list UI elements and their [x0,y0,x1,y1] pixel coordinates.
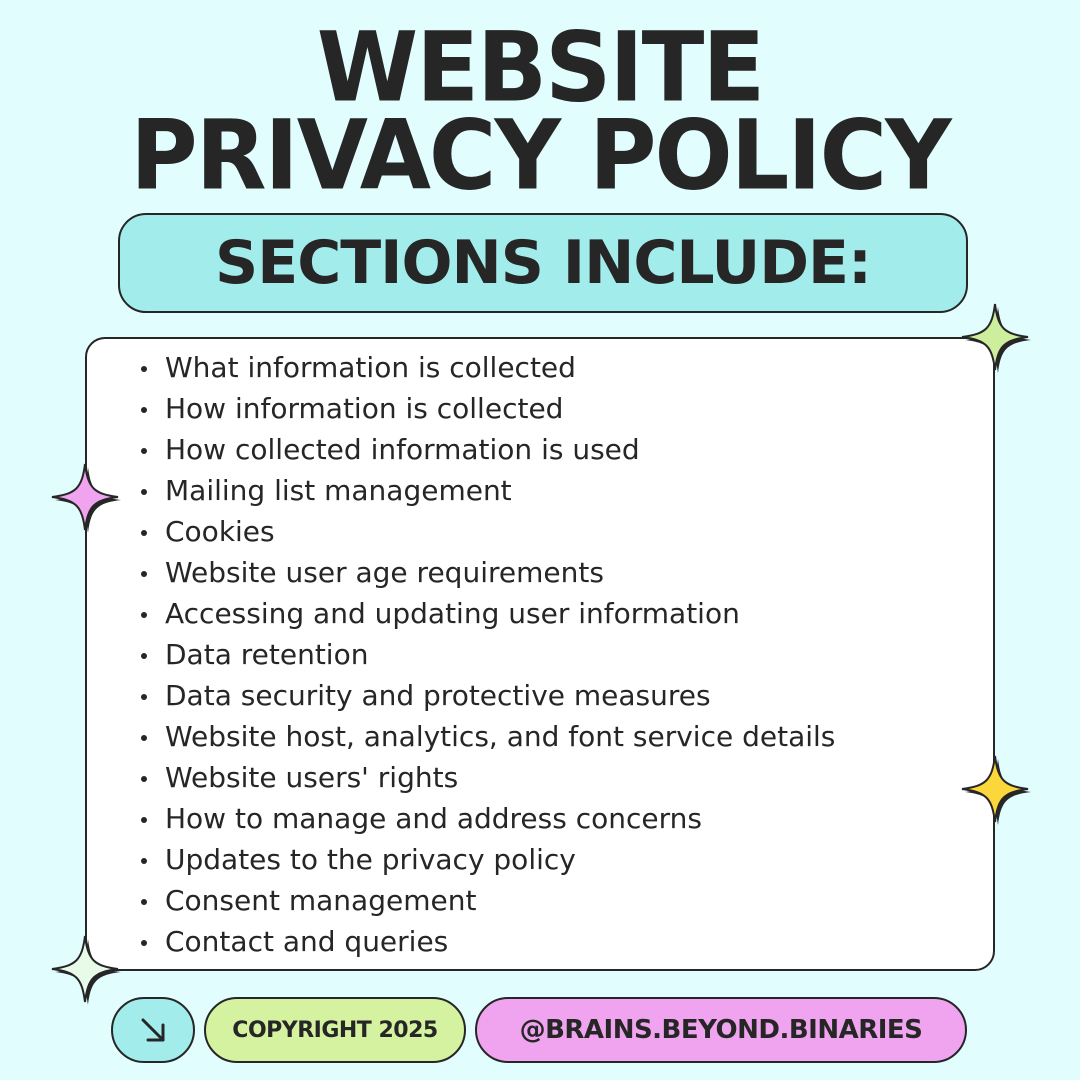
arrow-down-right-icon [135,1012,171,1048]
list-item: Website users' rights [139,757,835,798]
list-item: Consent management [139,880,835,921]
copyright-pill [204,997,466,1063]
list-item: Accessing and updating user information [139,593,835,634]
sections-header-label: SECTIONS INCLUDE: [215,228,871,298]
list-item: Updates to the privacy policy [139,839,835,880]
sparkle-pink-icon [48,460,122,534]
list-item: Contact and queries [139,921,835,962]
list-item: Data retention [139,634,835,675]
page-title-line-2: PRIVACY POLICY [130,99,950,212]
list-item: Website host, analytics, and font service details [139,716,835,757]
list-item: How collected information is used [139,429,835,470]
list-item: Data security and protective measures [139,675,835,716]
sparkle-green-icon [958,300,1032,374]
list-item: Cookies [139,511,835,552]
page-title-line-1: WEBSITE [316,11,764,124]
arrow-button[interactable] [111,997,195,1063]
list-item: Website user age requirements [139,552,835,593]
social-handle-label: @BRAINS.BEYOND.BINARIES [519,1015,923,1045]
sparkle-yellow-icon [958,752,1032,826]
list-item: What information is collected [139,347,835,388]
sparkle-mint-icon [48,932,122,1006]
sections-list [139,347,835,962]
sections-header-pill [118,213,968,313]
sections-list-card [85,337,995,971]
list-item: Mailing list management [139,470,835,511]
list-item: How to manage and address concerns [139,798,835,839]
social-handle-pill[interactable] [475,997,967,1063]
copyright-label: COPYRIGHT 2025 [232,1017,438,1043]
list-item: How information is collected [139,388,835,429]
